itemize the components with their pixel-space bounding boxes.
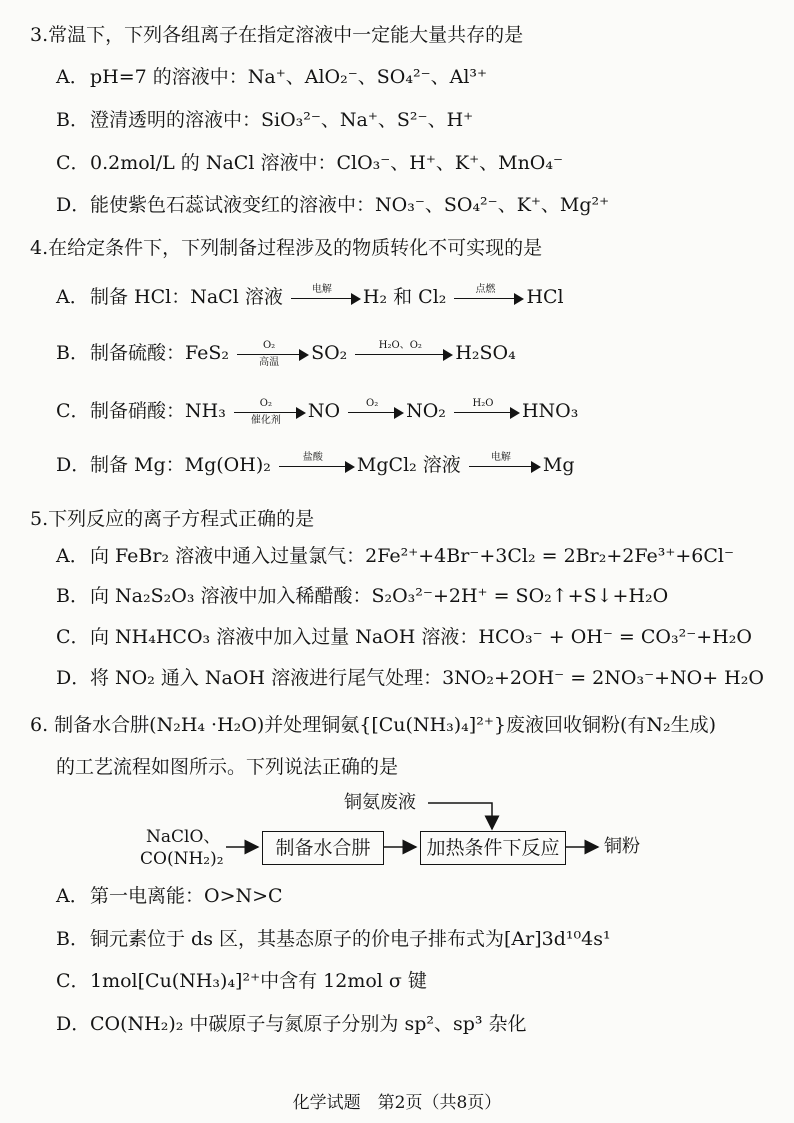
option-label: D． [56,194,91,216]
reaction-reactant: 制备硫酸：FeS₂ [90,342,230,364]
option-label: D． [56,667,91,689]
process-flow-diagram [0,785,794,870]
option-text: 向 Na₂S₂O₃ 溶液中加入稀醋酸：S₂O₃²⁻+2H⁺ = SO₂↑+S↓+H₂O [90,585,669,607]
option-label: C． [56,626,90,648]
option-label: A． [56,545,89,567]
reaction-intermediate: NO [307,400,341,422]
flow-input-waste: 铜氨废液 [344,792,416,813]
reaction-arrow [279,453,355,479]
option-label: A． [56,66,89,88]
q5-option-c [56,624,752,650]
arrow-condition: 催化剂 [250,415,281,426]
option-text: 1mol[Cu(NH₃)₄]²⁺中含有 12mol σ 键 [90,970,427,992]
reaction-arrow [348,399,404,425]
reaction-intermediate: NO₂ [406,400,446,422]
reaction-product: HNO₃ [521,400,579,422]
arrow-condition: 高温 [259,357,280,368]
option-text: 铜元素位于 ds 区，其基态原子的价电子排布式为[Ar]3d¹⁰4s¹ [90,928,611,950]
reaction-reactant: 制备 Mg：Mg(OH)₂ [90,454,271,476]
flow-input-urea: CO(NH₂)₂ [140,849,224,869]
arrow-condition: 点燃 [475,284,496,295]
reaction-reactant: 制备 HCl：NaCl 溶液 [90,286,283,308]
arrow-condition: 电解 [311,284,332,295]
arrow-condition: O₂ [259,398,272,409]
q5-option-d [56,665,764,691]
option-label: B． [56,342,89,364]
q6-option-a [56,883,283,909]
reaction-arrow [237,341,309,367]
flow-box-hydrazine: 制备水合肼 [262,831,384,865]
q5-option-b [56,583,668,609]
reaction-arrow [234,399,306,425]
page-footer: 化学试题 第2页（共8页） [292,1093,502,1113]
option-label: C． [56,400,90,422]
q3-option-a [56,64,487,90]
reaction-product: H₂SO₄ [455,342,516,364]
q4-option-d [56,452,574,479]
reaction-arrow [469,453,541,479]
arrow-condition: 电解 [490,452,511,463]
option-label: D． [56,1013,91,1035]
reaction-arrow [355,341,453,367]
q5-stem: 5.下列反应的离子方程式正确的是 [30,508,315,530]
q6-option-b [56,926,611,952]
option-label: B． [56,928,89,950]
flow-output-copper: 铜粉 [604,836,640,857]
reaction-intermediate: SO₂ [311,342,348,364]
q6-option-c [56,968,427,994]
option-label: B． [56,585,89,607]
option-text: 向 NH₄HCO₃ 溶液中加入过量 NaOH 溶液：HCO₃⁻ + OH⁻ = CO₃²⁻+H₂O [90,626,752,648]
q6-stem-line1: 6. 制备水合肼(N₂H₄ ·H₂O)并处理铜氨{[Cu(NH₃)₄]²⁺}废液回收铜粉(有N₂生成) [30,714,717,736]
option-text: pH=7 的溶液中：Na⁺、AlO₂⁻、SO₄²⁻、Al³⁺ [90,66,488,88]
reaction-intermediate: MgCl₂ 溶液 [356,454,461,476]
arrow-condition: O₂ [262,340,276,351]
option-label: C． [56,152,90,174]
arrow-condition: H₂O、O₂ [378,340,422,351]
reaction-arrow [454,399,520,425]
option-text: 将 NO₂ 通入 NaOH 溶液进行尾气处理：3NO₂+2OH⁻ = 2NO₃⁻+NO+ H₂O [90,667,764,689]
q6-option-d [56,1011,527,1037]
option-text: 向 FeBr₂ 溶液中通入过量氯气：2Fe²⁺+4Br⁻+3Cl₂ = 2Br₂+2Fe³⁺+6Cl⁻ [90,545,735,567]
option-label: A． [56,286,89,308]
reaction-product: Mg [542,454,575,476]
option-label: C． [56,970,90,992]
q3-option-d [56,192,609,218]
reaction-arrow [454,285,524,311]
flow-arrow-waste [428,803,492,829]
q4-option-b [56,340,516,367]
option-text: 第一电离能：O>N>C [90,885,283,907]
arrow-condition: 盐酸 [302,452,323,463]
q5-option-a [56,543,734,569]
q3-stem: 3.常温下，下列各组离子在指定溶液中一定能大量共存的是 [30,24,524,46]
option-text: 0.2mol/L 的 NaCl 溶液中：ClO₃⁻、H⁺、K⁺、MnO₄⁻ [90,152,564,174]
option-text: 澄清透明的溶液中：SiO₃²⁻、Na⁺、S²⁻、H⁺ [90,109,474,131]
q3-option-b [56,107,473,133]
arrow-condition: O₂ [366,398,379,409]
q4-option-a [56,284,564,311]
reaction-reactant: 制备硝酸：NH₃ [90,400,226,422]
reaction-arrow [291,285,361,311]
reaction-intermediate: H₂ 和 Cl₂ [362,286,447,308]
q3-option-c [56,150,563,176]
flow-box-heating: 加热条件下反应 [420,831,566,865]
option-text: CO(NH₂)₂ 中碳原子与氮原子分别为 sp²、sp³ 杂化 [90,1013,527,1035]
flow-input-naclo: NaClO、 [146,827,221,847]
option-label: D． [56,454,91,476]
option-label: A． [56,885,89,907]
reaction-product: HCl [526,286,564,308]
q4-stem: 4.在给定条件下，下列制备过程涉及的物质转化不可实现的是 [30,237,543,259]
option-text: 能使紫色石蕊试液变红的溶液中：NO₃⁻、SO₄²⁻、K⁺、Mg²⁺ [90,194,610,216]
option-label: B． [56,109,89,131]
q4-option-c [56,398,578,425]
arrow-condition: H₂O [472,398,494,409]
q6-stem-line2: 的工艺流程如图所示。下列说法正确的是 [56,756,399,778]
